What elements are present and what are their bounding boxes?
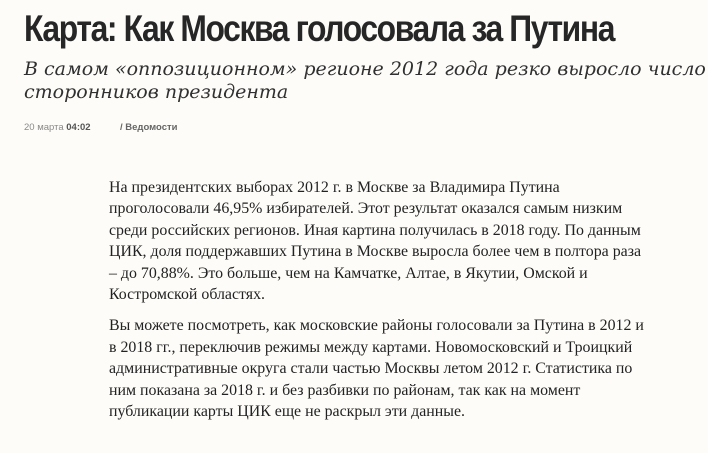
text-line: среди российских регионов. Иная картина получилась в 2018 году. По данным [109, 221, 641, 239]
text-line: ЦИК, доля поддержавших Путина в Москве выросла более чем в полтора раза [109, 243, 642, 261]
text-line: Вы можете посмотреть, как московские районы голосовали за Путина в 2012 и [109, 317, 644, 335]
source-link[interactable]: / Ведомости [120, 122, 178, 133]
paragraph [109, 177, 708, 305]
subtitle-line: сторонников президента [24, 81, 289, 103]
text-line: административные округа стали частью Москвы летом 2012 г. Статистика по [109, 360, 633, 378]
text-line: – до 70,88%. Это больше, чем на Камчатке, Алтае, в Якутии, Омской и [109, 264, 588, 282]
text-line: проголосовали 46,95% избирателей. Этот результат оказался самым низким [109, 200, 623, 218]
article-title: Карта: Как Москва голосовала за Путина [24, 8, 615, 49]
text-line: в 2018 гг., переключив режимы между картами. Новомосковский и Троицкий [109, 338, 633, 356]
paragraph [109, 315, 708, 422]
text-line: На президентских выборах 2012 г. в Москве за Владимира Путина [109, 179, 560, 196]
article-subtitle [24, 58, 706, 104]
text-line: ним показана за 2018 г. и без разбивки по районам, так как на момент [109, 381, 581, 399]
article-body [109, 177, 708, 422]
subtitle-line: В самом «оппозиционном» регионе 2012 года резко выросло число [24, 58, 706, 80]
text-line: Костромской областях. [109, 286, 266, 304]
publish-date: 20 марта [24, 122, 64, 133]
publish-time: 04:02 [66, 122, 91, 133]
text-line: публикации карты ЦИК еще не раскрыл эти данные. [109, 403, 465, 421]
article-meta [24, 122, 178, 133]
